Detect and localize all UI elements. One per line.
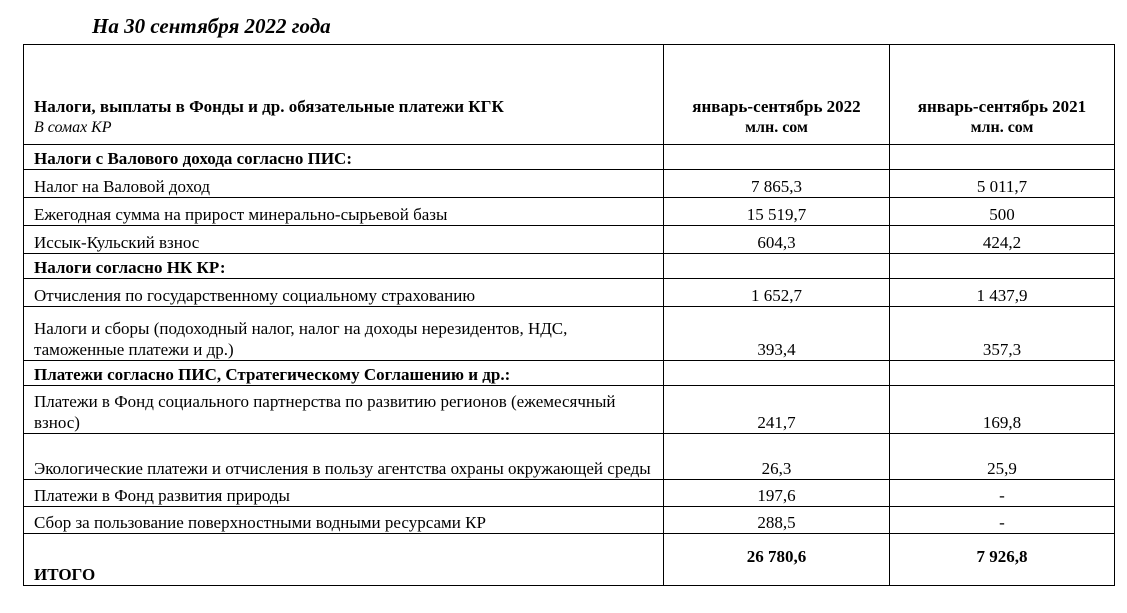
- row-name: Ежегодная сумма на прирост минерально-сырьевой базы: [24, 198, 664, 226]
- row-name: Экологические платежи и отчисления в пользу агентства охраны окружающей среды: [24, 434, 664, 480]
- unit-2022: млн. сом: [664, 117, 890, 145]
- section-heading: Налоги согласно НК КР:: [24, 254, 664, 279]
- value-2021: 357,3: [890, 307, 1115, 361]
- value-2021: 5 011,7: [890, 170, 1115, 198]
- value-2022: 241,7: [664, 386, 890, 434]
- table-row: [24, 226, 1115, 254]
- value-2022: 393,4: [664, 307, 890, 361]
- value-2021: 500: [890, 198, 1115, 226]
- value-2022: 288,5: [664, 507, 890, 534]
- value-2021: -: [890, 507, 1115, 534]
- row-name: Сбор за пользование поверхностными водными ресурсами КР: [24, 507, 664, 534]
- section-heading-row: [24, 361, 1115, 386]
- table-row: [24, 386, 1115, 434]
- row-name: Налоги и сборы (подоходный налог, налог на доходы нерезидентов, НДС, таможенные платежи и др.): [24, 307, 664, 361]
- value-2022: 15 519,7: [664, 198, 890, 226]
- table-row: [24, 307, 1115, 361]
- header-label: Налоги, выплаты в Фонды и др. обязательные платежи КГК: [24, 45, 664, 117]
- value-2022: 604,3: [664, 226, 890, 254]
- total-row: [24, 534, 1115, 586]
- value-2021: 25,9: [890, 434, 1115, 480]
- table-row: [24, 480, 1115, 507]
- total-label: ИТОГО: [24, 534, 664, 586]
- value-2022: 197,6: [664, 480, 890, 507]
- total-2021: 7 926,8: [890, 534, 1115, 586]
- currency-note: В сомах КР: [24, 117, 664, 145]
- value-2021: 424,2: [890, 226, 1115, 254]
- row-name: Платежи в Фонд развития природы: [24, 480, 664, 507]
- value-2022: 7 865,3: [664, 170, 890, 198]
- table-row: [24, 279, 1115, 307]
- table-row: [24, 507, 1115, 534]
- section-heading: Платежи согласно ПИС, Стратегическому Соглашению и др.:: [24, 361, 664, 386]
- section-heading-row: [24, 254, 1115, 279]
- value-2021: 1 437,9: [890, 279, 1115, 307]
- value-2021: -: [890, 480, 1115, 507]
- unit-2021: млн. сом: [890, 117, 1115, 145]
- value-2021: 169,8: [890, 386, 1115, 434]
- table-row: [24, 434, 1115, 480]
- row-name: Отчисления по государственному социальному страхованию: [24, 279, 664, 307]
- header-col-2022: январь-сентябрь 2022: [664, 45, 890, 117]
- total-2022: 26 780,6: [664, 534, 890, 586]
- section-heading: Налоги с Валового дохода согласно ПИС:: [24, 145, 664, 170]
- units-row: [24, 117, 1115, 145]
- section-heading-row: [24, 145, 1115, 170]
- header-row: [24, 45, 1115, 117]
- payments-table: [23, 44, 1115, 586]
- row-name: Иссык-Кульский взнос: [24, 226, 664, 254]
- row-name: Платежи в Фонд социального партнерства по развитию регионов (ежемесячный взнос): [24, 386, 664, 434]
- header-col-2021: январь-сентябрь 2021: [890, 45, 1115, 117]
- table-row: [24, 170, 1115, 198]
- table-row: [24, 198, 1115, 226]
- page-title: На 30 сентября 2022 года: [92, 14, 331, 38]
- value-2022: 26,3: [664, 434, 890, 480]
- row-name: Налог на Валовой доход: [24, 170, 664, 198]
- value-2022: 1 652,7: [664, 279, 890, 307]
